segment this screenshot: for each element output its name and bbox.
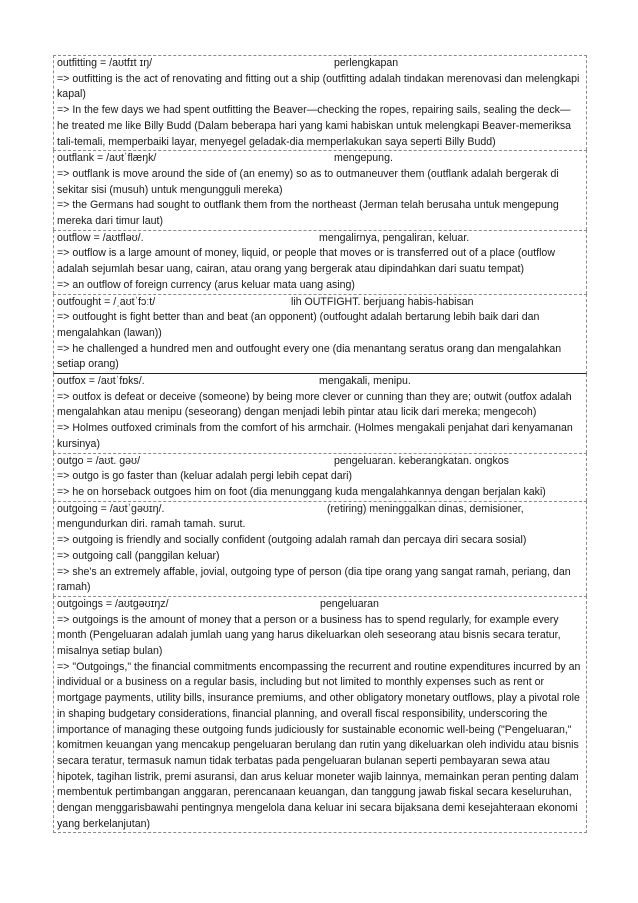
entry-outgoings bbox=[53, 596, 587, 834]
entry-head bbox=[57, 597, 583, 613]
headword: outfitting = /aʊtfɪt ɪŋ/ bbox=[57, 57, 153, 69]
example-line: => an outflow of foreign currency (arus keluar mata uang asing) bbox=[57, 278, 355, 291]
entry-outfitting bbox=[53, 55, 587, 150]
translation: perlengkapan bbox=[334, 57, 399, 69]
example-line: => outgoing call (panggilan keluar) bbox=[57, 549, 220, 562]
entry-head bbox=[57, 374, 583, 390]
example-line: => "Outgoings," the financial commitments encompassing the recurrent and routine expenditures incurred by an individual or a business on a regular basis, including but not limited to monthly expenses such as rent or mortgage payments, utility bills, insurance premiums, and other obligatory monetary outflows, play a pivotal role in shaping budgetary considerations, financial planning, and overall fiscal responsibility, underscoring the importance of managing these outgoing funds judiciously for sustainable economic well-being ("Pengeluaran," komitmen keuangan yang mencakup pengeluaran berulang dan rutin yang dikeluarkan oleh individu atau bisnis secara teratur, termasuk namun tidak terbatas pada pengeluaran bulanan seperti pembayaran sewa atau hipotek, tagihan listrik, premi asuransi, dan arus keluar moneter wajib lainnya, memainkan peran penting dalam membentuk pertimbangan anggaran, perencanaan keuangan, dan tanggung jawab fiskal secara keseluruhan, dengan menggarisbawahi pentingnya mengelola dana keluar ini secara bijaksana demi kesejahteraan ekonomi yang berkelanjutan) bbox=[57, 660, 581, 830]
translation: lih OUTFIGHT. berjuang habis-habisan bbox=[291, 295, 474, 308]
headword: outflow = /aʊtfləʊ/. bbox=[57, 231, 144, 244]
definition-line: => outgoings is the amount of money that a person or a business has to spend regularly, for example every month (Pengeluaran adalah jumlah uang yang harus dikeluarkan oleh seseorang atau bisnis secara teratur, misalnya setiap bulan) bbox=[57, 613, 561, 658]
entry-head bbox=[57, 295, 583, 311]
entry-outgoing bbox=[53, 501, 587, 596]
example-line: => the Germans had sought to outflank them from the northeast (Jerman telah berusaha untuk mengepung mereka dari timur laut) bbox=[57, 199, 559, 228]
translation: mengepung. bbox=[334, 152, 393, 165]
definition-line: => outgoing is friendly and socially confident (outgoing adalah ramah dan percaya diri secara sosial) bbox=[57, 534, 527, 547]
definition-line: => outfox is defeat or deceive (someone) by being more clever or cunning than they are; outwit (outfox adalah mengalahkan atau menipu (seseorang) dengan menjadi lebih pintar atau licik dari mereka; mengecoh) bbox=[57, 390, 572, 419]
entry-head bbox=[57, 56, 583, 72]
translation: (retiring) meninggalkan dinas, demisioner, bbox=[327, 502, 524, 515]
entry-head bbox=[57, 454, 583, 470]
entry-outgo bbox=[53, 453, 587, 501]
entry-head bbox=[57, 502, 583, 518]
translation: mengakali, menipu. bbox=[319, 375, 411, 388]
definition-line: => outflow is a large amount of money, liquid, or people that moves or is transferred out of a place (outflow adalah sejumlah besar uang, cairan, atau orang yang bergerak atau dipindahkan dari suatu tempat) bbox=[57, 247, 555, 276]
headword: outfox = /aʊtˈfɒks/. bbox=[57, 375, 145, 388]
headword: outflank = /aʊtˈflæŋk/ bbox=[57, 152, 157, 165]
definition-line: => outflank is move around the side of (an enemy) so as to outmaneuver them (outflank adalah bergerak di sekitar sisi (musuh) untuk mengungguli mereka) bbox=[57, 167, 559, 196]
definition-line: => outfitting is the act of renovating and fitting out a ship (outfitting adalah tindakan merenovasi dan melengkapi kapal) bbox=[57, 72, 580, 101]
example-line: => she's an extremely affable, jovial, outgoing type of person (dia tipe orang yang sangat ramah, periang, dan ramah) bbox=[57, 565, 571, 594]
translation: pengeluaran. keberangkatan. ongkos bbox=[334, 454, 509, 467]
entry-outfox bbox=[53, 374, 587, 453]
translation: pengeluaran bbox=[320, 597, 379, 610]
example-line: => he challenged a hundred men and outfought every one (dia menantang seratus orang dan mengalahkan setiap orang) bbox=[57, 342, 562, 371]
entry-outflank bbox=[53, 150, 587, 230]
headword: outgoing = /aʊtˈgəʊɪŋ/. bbox=[57, 502, 165, 515]
headword: outfought = /ˌaʊtˈfɔːt/ bbox=[57, 295, 156, 308]
entry-head bbox=[57, 151, 583, 167]
example-line: => In the few days we had spent outfitting the Beaver—checking the ropes, repairing sails, sealing the deck— he treated me like Billy Budd (Dalam beberapa hari yang kami habiskan untuk melengkapi Beaver-memeriksa tali-temali, memperbaiki layar, menyegel geladak-dia memperlakukan saya seperti Billy Budd) bbox=[57, 104, 572, 148]
entry-outflow bbox=[53, 230, 587, 294]
example-line: => Holmes outfoxed criminals from the comfort of his armchair. (Holmes mengakali penjahat dari kenyamanan kursinya) bbox=[57, 422, 573, 450]
entry-outfought bbox=[53, 294, 587, 375]
translation: mengalirnya, pengaliran, keluar. bbox=[319, 231, 470, 244]
definition-line: => outfought is fight better than and beat (an opponent) (outfought adalah bertarung lebih baik dari dan mengalahkan (lawan)) bbox=[57, 311, 540, 339]
definition-line: => outgo is go faster than (keluar adalah pergi lebih cepat dari) bbox=[57, 470, 353, 483]
entry-head bbox=[57, 231, 583, 247]
headword: outgo = /aʊt. gəʊ/ bbox=[57, 454, 141, 467]
headword: outgoings = /aʊtgəʊɪŋz/ bbox=[57, 597, 169, 610]
translation-continued: mengundurkan diri. ramah tamah. surut. bbox=[57, 518, 246, 531]
dictionary-page bbox=[53, 55, 587, 833]
example-line: => he on horseback outgoes him on foot (dia menunggang kuda mengalahkannya dengan berjalan kaki) bbox=[57, 485, 546, 498]
